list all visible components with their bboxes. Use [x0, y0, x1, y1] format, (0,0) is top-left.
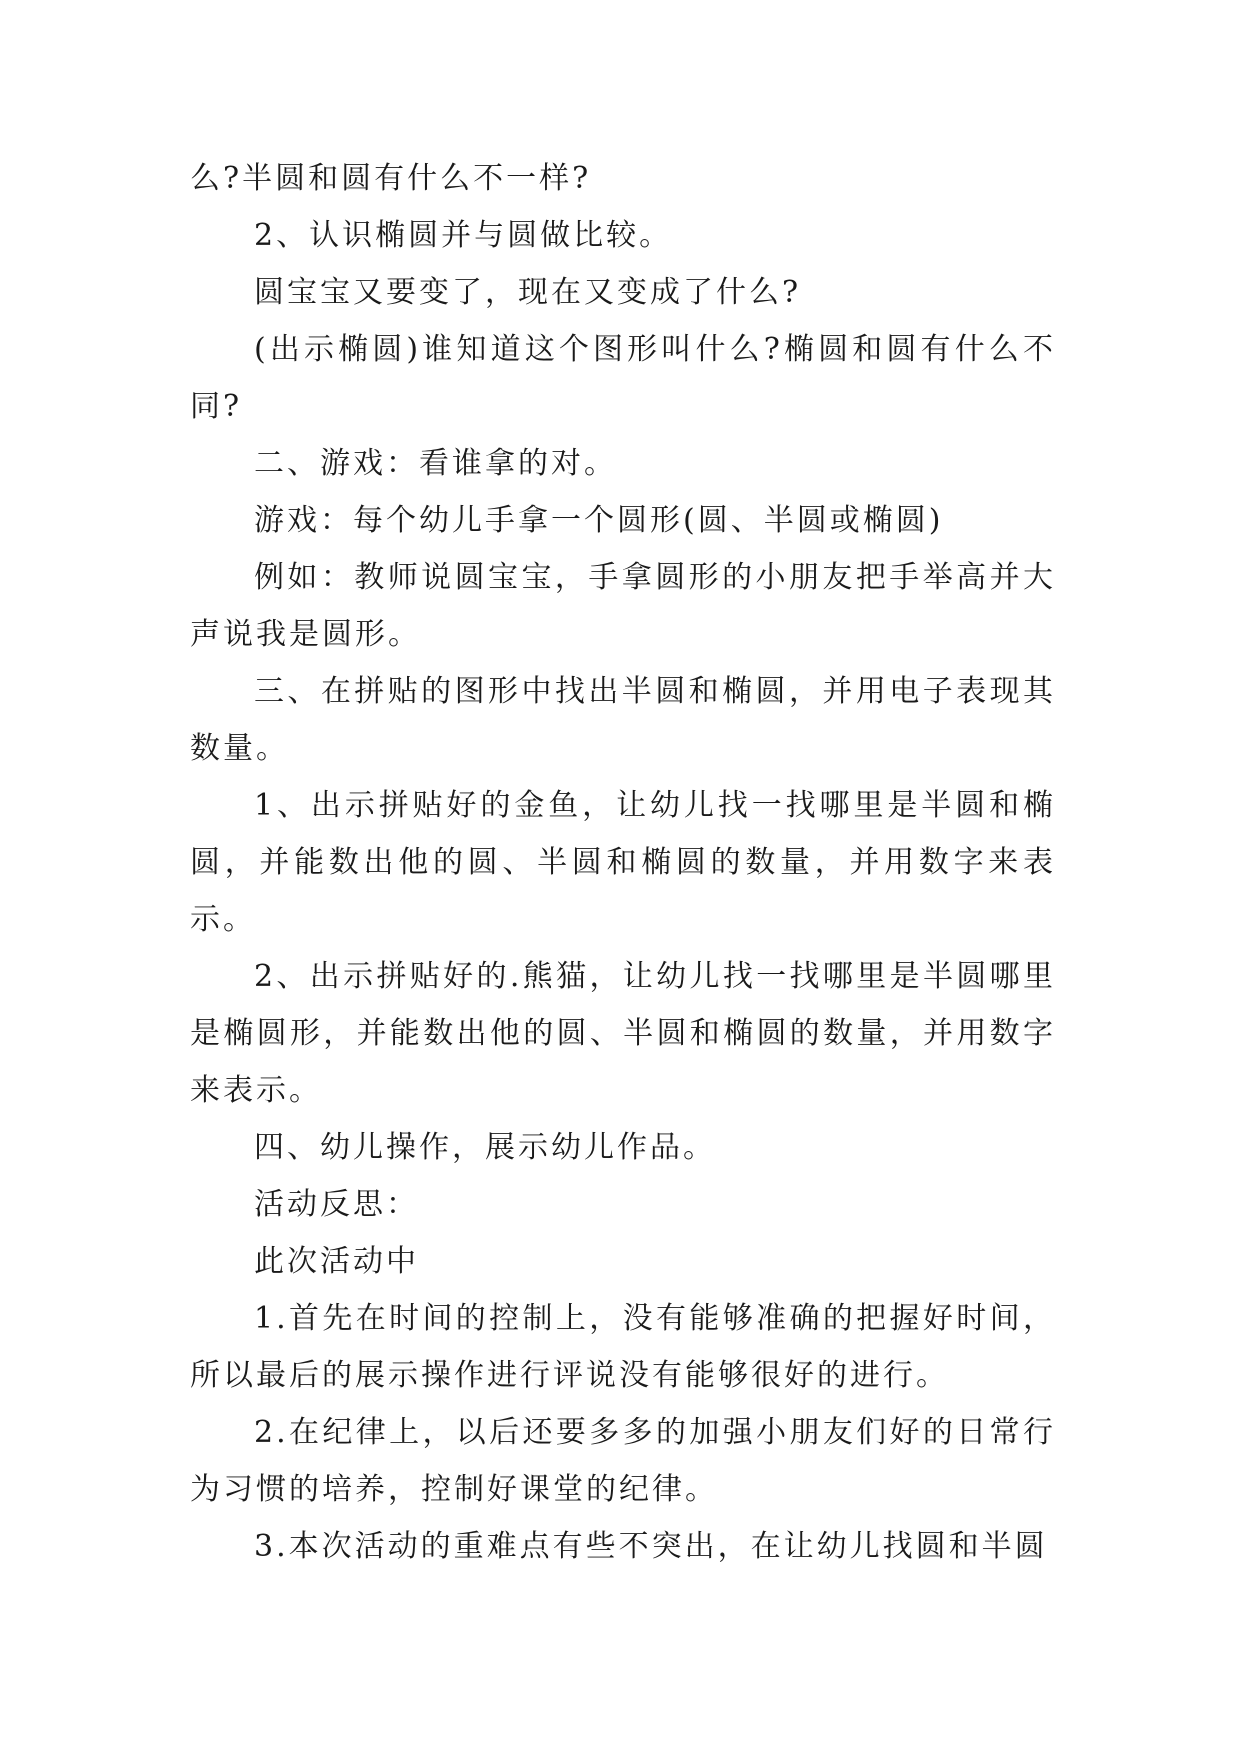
paragraph: 圆宝宝又要变了，现在又变成了什么? [254, 275, 802, 310]
paragraph: 三、在拼贴的图形中找出半圆和椭圆，并用电子表现其数量。 [190, 674, 1056, 766]
paragraph: 活动反思： [254, 1187, 419, 1222]
paragraph: 2.在纪律上，以后还要多多的加强小朋友们好的日常行为习惯的培养，控制好课堂的纪律。 [190, 1415, 1056, 1507]
paragraph: 2、出示拼贴好的.熊猫，让幼儿找一找哪里是半圆哪里是椭圆形，并能数出他的圆、半圆和椭圆的数量，并用数字来表示。 [190, 959, 1056, 1108]
paragraph: 此次活动中 [254, 1244, 419, 1279]
paragraph: 例如：教师说圆宝宝，手拿圆形的小朋友把手举高并大声说我是圆形。 [190, 560, 1056, 652]
paragraph: 3.本次活动的重难点有些不突出，在让幼儿找圆和半圆 [254, 1529, 1048, 1564]
paragraph: 1、出示拼贴好的金鱼，让幼儿找一找哪里是半圆和椭圆，并能数出他的圆、半圆和椭圆的数量，并用数字来表示。 [190, 788, 1056, 937]
document-body [190, 150, 1056, 1575]
paragraph: 游戏：每个幼儿手拿一个圆形(圆、半圆或椭圆) [254, 503, 944, 538]
paragraph: 么?半圆和圆有什么不一样? [190, 161, 592, 196]
paragraph: 二、游戏：看谁拿的对。 [254, 446, 617, 481]
paragraph: 2、认识椭圆并与圆做比较。 [254, 218, 673, 253]
paragraph: 1.首先在时间的控制上，没有能够准确的把握好时间，所以最后的展示操作进行评说没有能够很好的进行。 [190, 1301, 1056, 1393]
paragraph: (出示椭圆)谁知道这个图形叫什么?椭圆和圆有什么不同? [190, 332, 1056, 424]
paragraph: 四、幼儿操作，展示幼儿作品。 [254, 1130, 716, 1165]
